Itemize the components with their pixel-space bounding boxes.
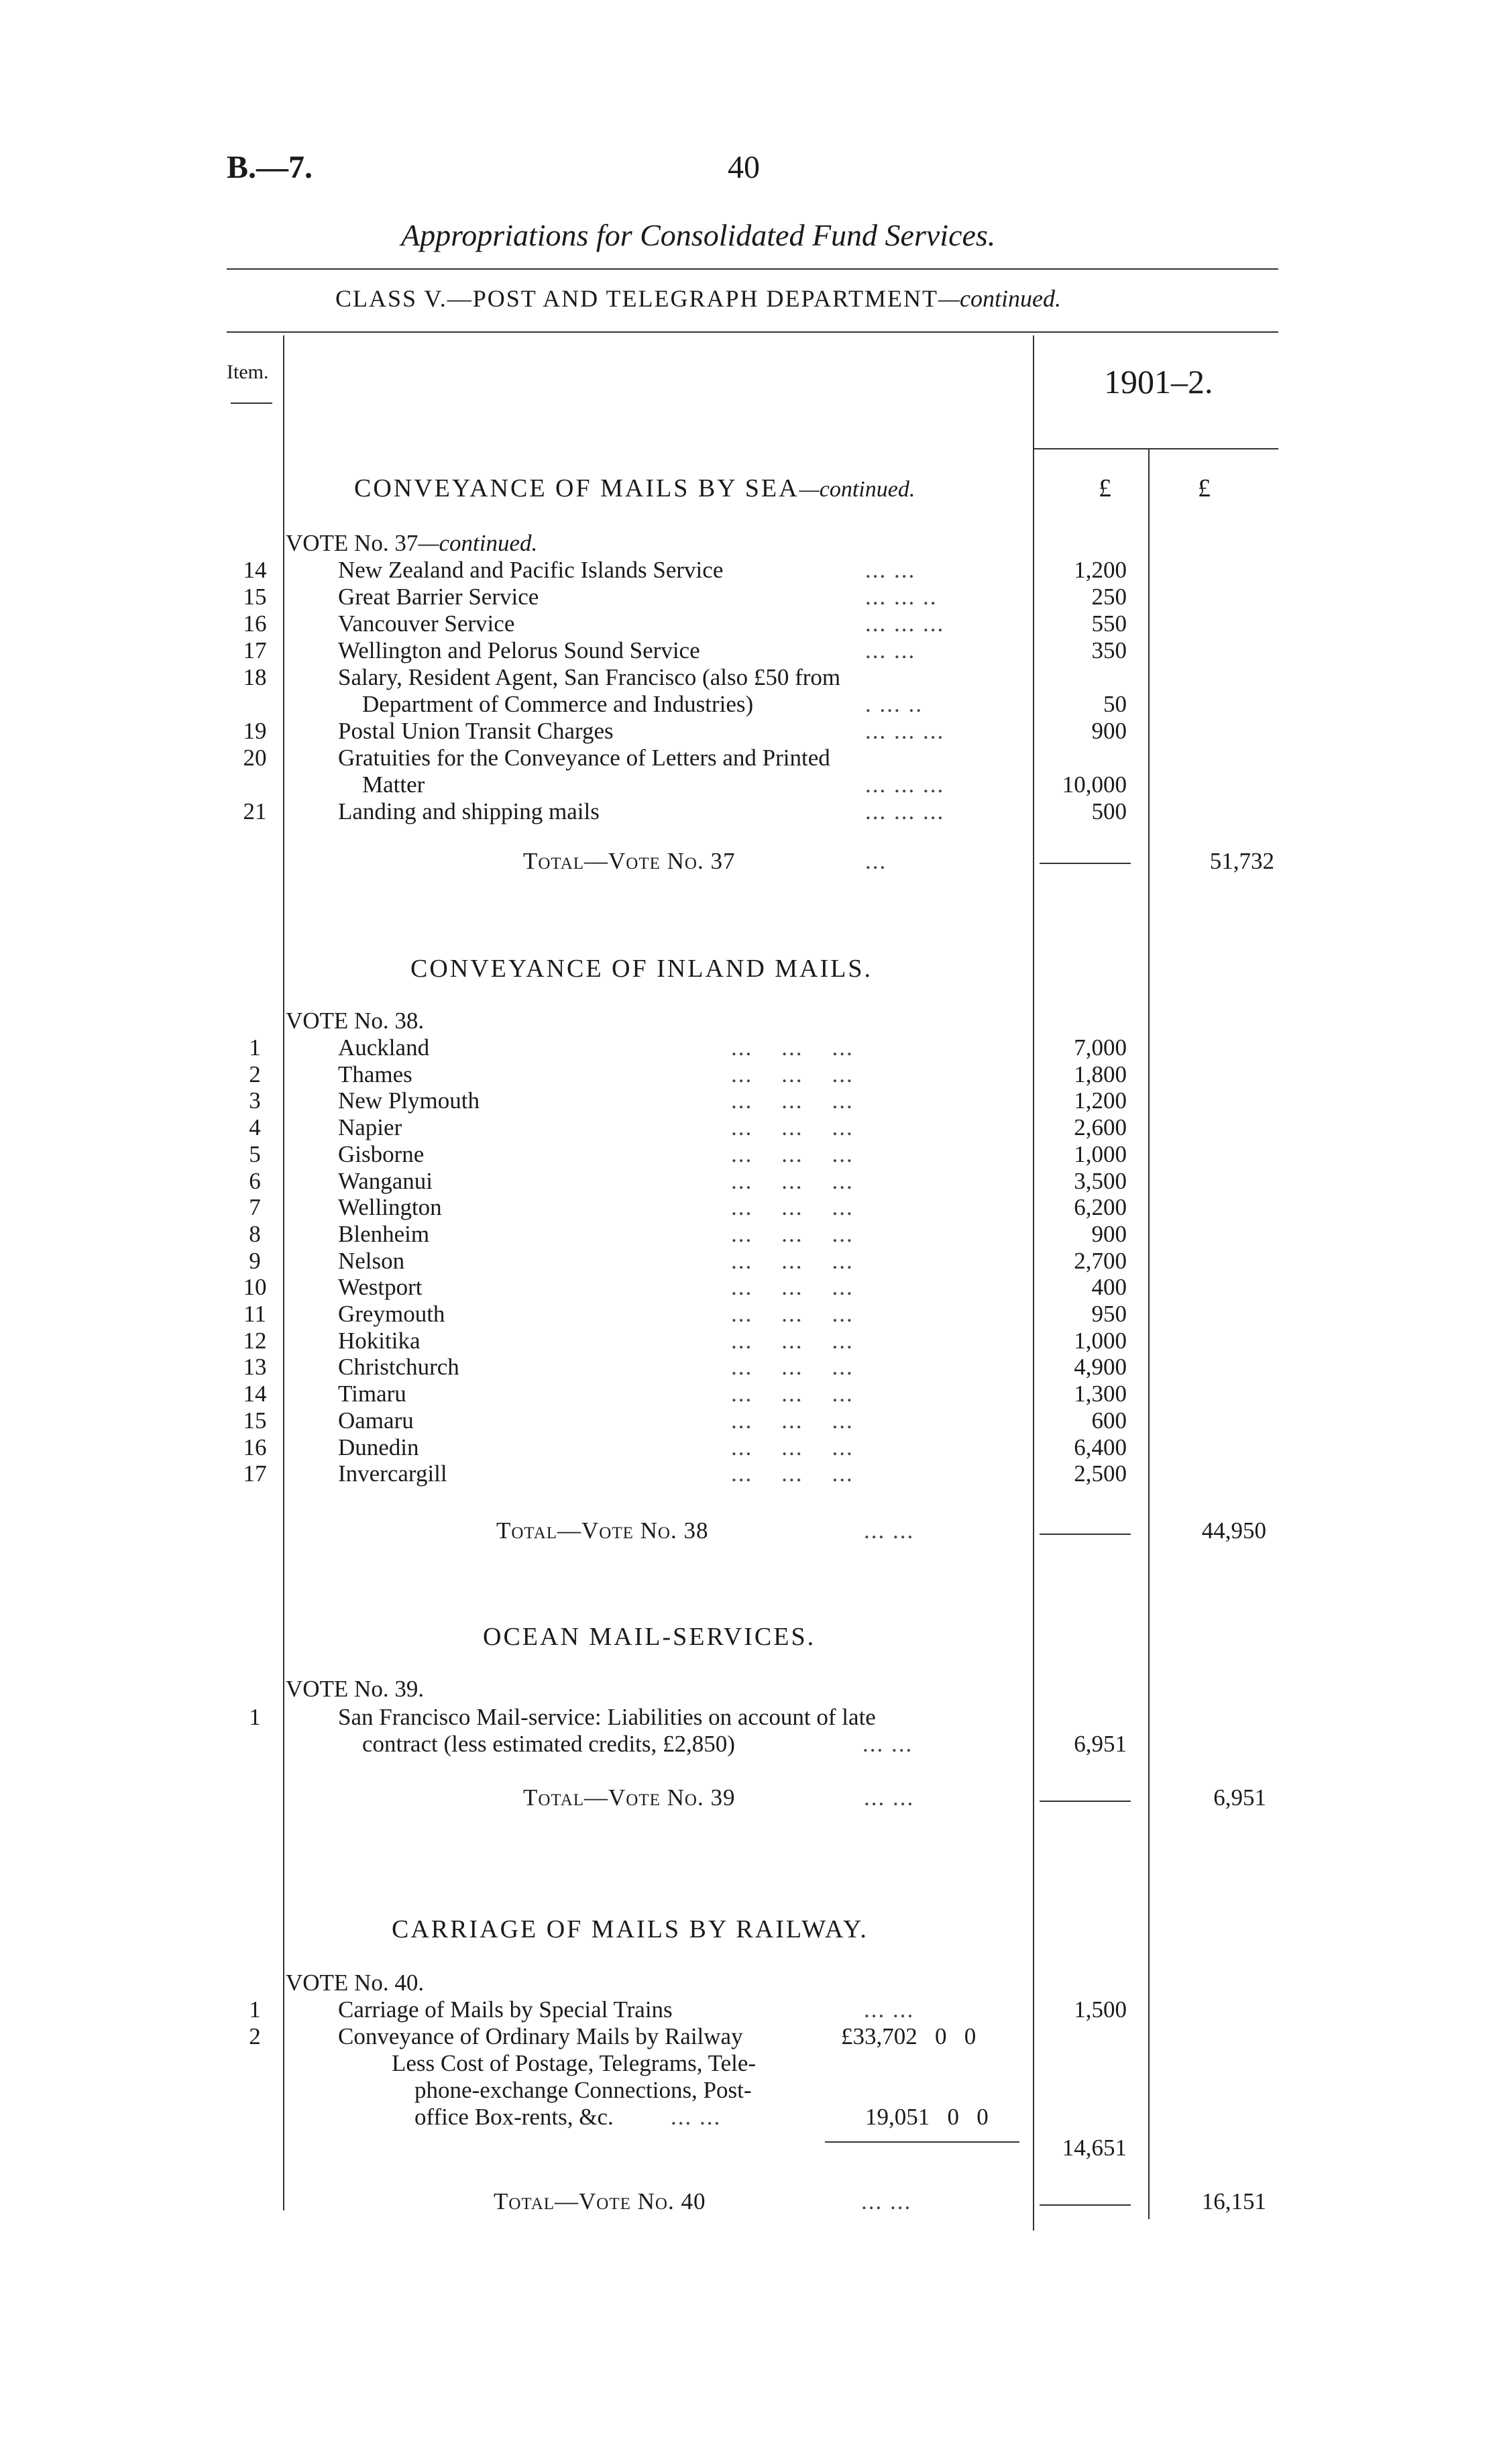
item-number: 1 bbox=[249, 1034, 261, 1061]
ocean-total-label: Total—Vote No. 39 bbox=[523, 1784, 736, 1811]
item-amount: 1,200 bbox=[1074, 557, 1127, 583]
item-dots: ... ... ... bbox=[731, 1034, 854, 1061]
rail-vote: VOTE No. 40. bbox=[286, 1970, 425, 1996]
rail-less-sub: 19,051 0 0 bbox=[865, 2104, 989, 2130]
rail-item-1-dots: ... ... bbox=[864, 1996, 915, 2023]
rail-item-2-total bbox=[0, 2135, 1505, 2161]
page-number: 40 bbox=[728, 150, 760, 185]
item-amount: 1,800 bbox=[1074, 1061, 1127, 1087]
item-amount: 2,500 bbox=[1074, 1460, 1127, 1487]
item-number: 15 bbox=[243, 584, 267, 610]
rail-item-1-amount: 1,500 bbox=[1074, 1996, 1127, 2023]
inland-item-row bbox=[0, 1434, 1505, 1461]
inland-item-row bbox=[0, 1248, 1505, 1275]
item-number: 16 bbox=[243, 610, 267, 637]
item-number: 9 bbox=[249, 1248, 261, 1274]
item-description: Greymouth bbox=[338, 1301, 445, 1327]
item-amount: 550 bbox=[1091, 610, 1127, 637]
item-number: 6 bbox=[249, 1168, 261, 1194]
sea-total-row bbox=[0, 848, 1505, 875]
item-dots: ... ... ... bbox=[731, 1248, 854, 1274]
item-number: 7 bbox=[249, 1194, 261, 1220]
ocean-item-row-1 bbox=[0, 1704, 1505, 1731]
rail-item-1-num: 1 bbox=[249, 1996, 261, 2023]
item-dots: ... ... ... bbox=[731, 1087, 854, 1114]
rail-title: CARRIAGE OF MAILS BY RAILWAY. bbox=[392, 1915, 869, 1943]
sea-item-row bbox=[0, 771, 1505, 798]
ocean-title: OCEAN MAIL-SERVICES. bbox=[483, 1623, 816, 1651]
inland-total-label: Total—Vote No. 38 bbox=[496, 1517, 709, 1544]
inland-total-amount: 44,950 bbox=[1201, 1517, 1266, 1544]
inland-item-row bbox=[0, 1274, 1505, 1301]
ocean-item-num: 1 bbox=[249, 1704, 261, 1730]
item-dots: ... ... ... bbox=[731, 1194, 854, 1220]
item-amount: 600 bbox=[1091, 1407, 1127, 1434]
item-description: Dunedin bbox=[338, 1434, 419, 1460]
rail-less-line-1: Less Cost of Postage, Telegrams, Tele- bbox=[392, 2050, 757, 2076]
sea-vote-text: VOTE No. 37 bbox=[286, 530, 419, 556]
inland-item-row bbox=[0, 1460, 1505, 1487]
item-number: 14 bbox=[243, 1381, 267, 1407]
ocean-total-dots: ... ... bbox=[864, 1784, 915, 1811]
rail-less-2 bbox=[0, 2077, 1505, 2104]
inland-item-row bbox=[0, 1221, 1505, 1248]
ocean-item-desc-1: San Francisco Mail-service: Liabilities on account of late bbox=[338, 1704, 876, 1730]
item-amount: 6,400 bbox=[1074, 1434, 1127, 1460]
inland-item-row bbox=[0, 1407, 1505, 1434]
item-description: Postal Union Transit Charges bbox=[338, 718, 614, 744]
sea-title bbox=[354, 474, 915, 503]
item-description: Matter bbox=[362, 771, 425, 798]
item-number: 11 bbox=[243, 1301, 266, 1327]
rail-less-line-3: office Box-rents, &c. bbox=[414, 2104, 614, 2130]
class-heading-cont: —continued. bbox=[938, 285, 1061, 312]
sea-item-row bbox=[0, 610, 1505, 637]
item-amount: 900 bbox=[1091, 1221, 1127, 1247]
item-description: Hokitika bbox=[338, 1328, 421, 1354]
inland-total-row bbox=[0, 1517, 1505, 1544]
ocean-item-dots: ... ... bbox=[862, 1731, 913, 1757]
item-number: 18 bbox=[243, 664, 267, 690]
ocean-item-desc-2: contract (less estimated credits, £2,850) bbox=[362, 1731, 735, 1757]
inland-item-row bbox=[0, 1034, 1505, 1061]
page-title: Appropriations for Consolidated Fund Services. bbox=[401, 218, 996, 252]
sea-item-row bbox=[0, 664, 1505, 691]
item-dots: ... ... ... bbox=[731, 1328, 854, 1354]
rail-total-amount: 16,151 bbox=[1201, 2188, 1266, 2214]
inland-item-row bbox=[0, 1141, 1505, 1168]
item-dots: ... ... ... bbox=[731, 1460, 854, 1487]
item-number: 14 bbox=[243, 557, 267, 583]
rail-item-2-desc: Conveyance of Ordinary Mails by Railway bbox=[338, 2023, 743, 2049]
item-dots: ... ... bbox=[865, 637, 916, 663]
rail-item-2-amount: 14,651 bbox=[1062, 2135, 1127, 2161]
sea-item-row bbox=[0, 584, 1505, 610]
item-number: 3 bbox=[249, 1087, 261, 1114]
item-amount: 350 bbox=[1091, 637, 1127, 663]
inland-title: CONVEYANCE OF INLAND MAILS. bbox=[410, 955, 873, 983]
item-number: 10 bbox=[243, 1274, 267, 1300]
rule-top bbox=[227, 268, 1278, 270]
item-header-underline bbox=[231, 403, 272, 404]
item-description: Oamaru bbox=[338, 1407, 414, 1434]
item-amount: 3,500 bbox=[1074, 1168, 1127, 1194]
item-amount: 4,900 bbox=[1074, 1354, 1127, 1380]
rail-total-row bbox=[0, 2188, 1505, 2215]
item-dots: ... ... ... bbox=[865, 771, 945, 798]
item-description: Great Barrier Service bbox=[338, 584, 539, 610]
item-dots: ... ... ... bbox=[731, 1407, 854, 1434]
item-description: Auckland bbox=[338, 1034, 430, 1061]
item-description: Timaru bbox=[338, 1381, 406, 1407]
inland-item-row bbox=[0, 1061, 1505, 1088]
inland-total-dots: ... ... bbox=[864, 1517, 915, 1544]
ocean-total-row bbox=[0, 1784, 1505, 1811]
item-dots: ... ... .. bbox=[865, 584, 938, 610]
item-column-header: Item. bbox=[227, 361, 269, 383]
class-heading-text: CLASS V.—POST AND TELEGRAPH DEPARTMENT bbox=[335, 285, 939, 312]
sea-item-row bbox=[0, 798, 1505, 825]
item-dots: ... ... ... bbox=[865, 610, 945, 637]
item-number: 15 bbox=[243, 1407, 267, 1434]
class-heading bbox=[335, 284, 1061, 313]
sea-total-dots: ... bbox=[865, 848, 887, 874]
sea-item-row bbox=[0, 557, 1505, 584]
sea-item-row bbox=[0, 637, 1505, 664]
sea-total-dash bbox=[1040, 863, 1131, 864]
item-description: Wellington and Pelorus Sound Service bbox=[338, 637, 700, 663]
item-description: Department of Commerce and Industries) bbox=[362, 691, 754, 717]
item-description: Vancouver Service bbox=[338, 610, 515, 637]
item-number: 21 bbox=[243, 798, 267, 824]
ocean-item-row-2 bbox=[0, 1731, 1505, 1758]
item-number: 19 bbox=[243, 718, 267, 744]
sea-item-row bbox=[0, 691, 1505, 718]
rail-less-dots: ... ... bbox=[671, 2104, 722, 2130]
rail-less-line-2: phone-exchange Connections, Post- bbox=[414, 2077, 752, 2103]
item-dots: ... ... ... bbox=[731, 1301, 854, 1327]
item-dots: ... ... ... bbox=[731, 1381, 854, 1407]
rail-total-label: Total—Vote No. 40 bbox=[494, 2188, 706, 2214]
sea-title-cont: —continued. bbox=[799, 477, 915, 502]
ocean-total-dash bbox=[1040, 1801, 1131, 1802]
rail-item-2 bbox=[0, 2023, 1505, 2050]
item-amount: 950 bbox=[1091, 1301, 1127, 1327]
item-description: Gratuities for the Conveyance of Letters and Printed bbox=[338, 745, 830, 771]
item-amount: 900 bbox=[1091, 718, 1127, 744]
year-header: 1901–2. bbox=[1104, 363, 1213, 400]
item-description: Salary, Resident Agent, San Francisco (also £50 from bbox=[338, 664, 841, 690]
item-description: Nelson bbox=[338, 1248, 405, 1274]
item-number: 13 bbox=[243, 1354, 267, 1380]
item-amount: 1,000 bbox=[1074, 1141, 1127, 1167]
item-number: 8 bbox=[249, 1221, 261, 1247]
item-amount: 7,000 bbox=[1074, 1034, 1127, 1061]
rail-item-1 bbox=[0, 1996, 1505, 2023]
inland-item-row bbox=[0, 1301, 1505, 1328]
ocean-item-amount: 6,951 bbox=[1074, 1731, 1127, 1757]
item-description: Wellington bbox=[338, 1194, 442, 1220]
item-dots: ... ... ... bbox=[731, 1061, 854, 1087]
rule-header-top bbox=[227, 331, 1278, 333]
sea-item-row bbox=[0, 745, 1505, 771]
item-number: 20 bbox=[243, 745, 267, 771]
rail-less-3 bbox=[0, 2104, 1505, 2131]
item-number: 4 bbox=[249, 1114, 261, 1140]
sea-total-amount: 51,732 bbox=[1209, 848, 1274, 874]
inland-vote: VOTE No. 38. bbox=[286, 1008, 425, 1034]
pound-header-1: £ bbox=[1099, 474, 1111, 502]
item-description: Invercargill bbox=[338, 1460, 447, 1487]
item-description: New Zealand and Pacific Islands Service bbox=[338, 557, 724, 583]
item-dots: ... ... ... bbox=[731, 1274, 854, 1300]
item-dots: ... ... ... bbox=[731, 1221, 854, 1247]
item-amount: 2,600 bbox=[1074, 1114, 1127, 1140]
item-dots: ... ... ... bbox=[731, 1434, 854, 1460]
item-amount: 6,200 bbox=[1074, 1194, 1127, 1220]
item-amount: 50 bbox=[1103, 691, 1127, 717]
inland-item-row bbox=[0, 1328, 1505, 1354]
item-number: 16 bbox=[243, 1434, 267, 1460]
item-amount: 10,000 bbox=[1062, 771, 1127, 798]
rail-less-1 bbox=[0, 2050, 1505, 2077]
item-number: 5 bbox=[249, 1141, 261, 1167]
inland-item-row bbox=[0, 1114, 1505, 1141]
sea-vote-cont: —continued. bbox=[418, 530, 538, 556]
page-ref: B.—7. bbox=[227, 150, 313, 185]
item-description: Westport bbox=[338, 1274, 423, 1300]
item-number: 12 bbox=[243, 1328, 267, 1354]
rail-item-1-desc: Carriage of Mails by Special Trains bbox=[338, 1996, 673, 2023]
inland-item-row bbox=[0, 1354, 1505, 1381]
inland-item-row bbox=[0, 1381, 1505, 1407]
item-amount: 250 bbox=[1091, 584, 1127, 610]
item-dots: . ... .. bbox=[865, 691, 923, 717]
item-description: Gisborne bbox=[338, 1141, 425, 1167]
item-dots: ... ... ... bbox=[731, 1114, 854, 1140]
inland-item-row bbox=[0, 1168, 1505, 1195]
item-number: 17 bbox=[243, 1460, 267, 1487]
item-dots: ... ... bbox=[865, 557, 916, 583]
inland-item-row bbox=[0, 1087, 1505, 1114]
ocean-vote: VOTE No. 39. bbox=[286, 1676, 425, 1702]
item-amount: 1,000 bbox=[1074, 1328, 1127, 1354]
item-description: Thames bbox=[338, 1061, 412, 1087]
item-dots: ... ... ... bbox=[731, 1168, 854, 1194]
inland-total-dash bbox=[1040, 1534, 1131, 1535]
sea-total-label: Total—Vote No. 37 bbox=[523, 848, 736, 874]
rail-item-2-num: 2 bbox=[249, 2023, 261, 2049]
item-description: Landing and shipping mails bbox=[338, 798, 600, 824]
item-amount: 1,200 bbox=[1074, 1087, 1127, 1114]
item-description: Napier bbox=[338, 1114, 402, 1140]
item-description: Christchurch bbox=[338, 1354, 459, 1380]
item-amount: 500 bbox=[1091, 798, 1127, 824]
pound-header-2: £ bbox=[1198, 474, 1211, 502]
item-dots: ... ... ... bbox=[731, 1354, 854, 1380]
item-amount: 400 bbox=[1091, 1274, 1127, 1300]
rail-total-dots: ... ... bbox=[861, 2188, 912, 2214]
item-amount: 2,700 bbox=[1074, 1248, 1127, 1274]
item-dots: ... ... ... bbox=[731, 1141, 854, 1167]
item-number: 17 bbox=[243, 637, 267, 663]
rail-total-dash bbox=[1040, 2204, 1131, 2206]
item-number: 2 bbox=[249, 1061, 261, 1087]
sea-item-row bbox=[0, 718, 1505, 745]
sea-title-text: CONVEYANCE OF MAILS BY SEA bbox=[354, 474, 799, 502]
ocean-total-amount: 6,951 bbox=[1213, 1784, 1266, 1811]
item-dots: ... ... ... bbox=[865, 718, 945, 744]
item-amount: 1,300 bbox=[1074, 1381, 1127, 1407]
rail-item-2-sub: £33,702 0 0 bbox=[841, 2023, 977, 2049]
item-description: New Plymouth bbox=[338, 1087, 480, 1114]
item-description: Wanganui bbox=[338, 1168, 433, 1194]
year-header-rule bbox=[1033, 448, 1278, 449]
item-dots: ... ... ... bbox=[865, 798, 945, 824]
item-description: Blenheim bbox=[338, 1221, 430, 1247]
inland-item-row bbox=[0, 1194, 1505, 1221]
sea-vote bbox=[286, 530, 537, 557]
